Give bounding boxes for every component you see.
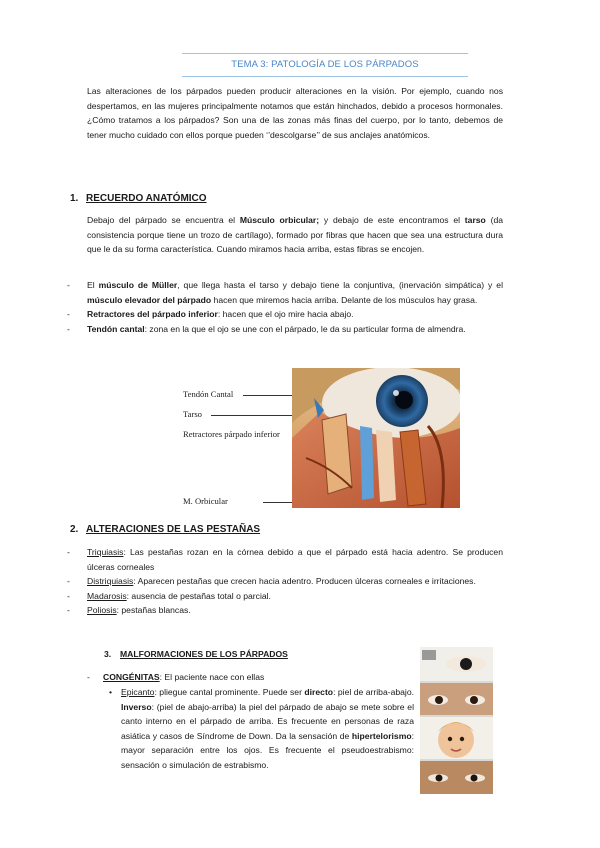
term-hipertelorismo: hipertelorismo — [351, 730, 412, 741]
text-run: : El paciente nace con ellas — [159, 672, 265, 682]
section-1-paragraph — [87, 213, 503, 257]
term-musculo-orbicular: Músculo orbicular; — [239, 215, 320, 225]
figure-label-tarso: Tarso — [183, 409, 202, 419]
epicanthus-photos — [420, 647, 493, 794]
list-item: - Madarosis: ausencia de pestañas total o parcial. — [67, 590, 271, 601]
text-run: : Las pestañas rozan en la córnea debido a que el párpado está hacia adentro. Se producen úlceras corneales — [87, 547, 503, 572]
term-poliosis: Poliosis — [87, 605, 117, 616]
figure-label-tendon-cantal: Tendón Cantal — [183, 389, 234, 399]
text-run: : pestañas blancas. — [116, 605, 191, 616]
text-run: : piel de arriba-abajo. — [333, 687, 415, 697]
text-run: : (piel de abajo-arriba) la piel del párpado de abajo se mete sobre el canto interno en el párpado de arriba. Es frecuente en personas de raza asiática y casos de Síndrome de Down. Da la sensación de — [121, 701, 414, 741]
section-1-title: RECUERDO ANATÓMICO — [86, 193, 207, 204]
eyelid-anatomy-image — [292, 368, 460, 508]
intro-paragraph: Las alteraciones de los párpados pueden producir alteraciones en la visión. Por ejemplo, cuando nos despertamos, en las mujeres principalmente notamos que están hinchados, debido a procesos hormonales. ¿Cómo tratamos a los párpados? Son una de las zonas más finas del cuerpo, por lo tanto, debemos de tener mucho cuidado con ellos porque pueden ‘’descolgarse’’ de sus anclajes anatómicos. — [87, 86, 503, 140]
figure-label-orbicular: M. Orbicular — [183, 496, 228, 506]
text-run: , que llega hasta el tarso y debajo tiene la conjuntiva, (inervación simpática) y el — [177, 280, 503, 290]
text-run: : Aparecen pestañas que crecen hacia adentro. Producen úlceras corneales e irritaciones. — [133, 576, 476, 587]
term-musculo-elevador: músculo elevador del párpado — [87, 294, 212, 305]
term-epicanto: Epicanto — [121, 687, 155, 697]
text-run: El — [87, 280, 99, 290]
title-block — [182, 53, 468, 77]
term-triquiasis: Triquiasis — [87, 547, 124, 557]
list-item: - Retractores del párpado inferior: hacen que el ojo mire hacia abajo. — [67, 309, 354, 320]
list-item: - El músculo de Müller, que llega hasta el tarso y debajo tiene la conjuntiva, (inervación simpática) y el músculo elevador del párpado hacen que miremos hacia arriba. Delante de los músculos hay grasa. — [67, 280, 503, 305]
term-distriquiasis: Distriquiasis — [87, 576, 134, 587]
list-item: - Tendón cantal: zona en la que el ojo se une con el párpado, le da su particular forma de almendra. — [67, 323, 466, 334]
list-item: - Poliosis: pestañas blancas. — [67, 605, 191, 616]
section-2-number: 2. — [70, 524, 79, 535]
title-rule-bottom — [182, 76, 468, 77]
section-1-list — [67, 278, 503, 336]
page-title: TEMA 3: PATOLOGÍA DE LOS PÁRPADOS — [231, 59, 419, 70]
section-2-list — [67, 545, 503, 618]
term-musculo-muller: músculo de Müller — [98, 280, 178, 290]
congenitas-line: - CONGÉNITAS: El paciente nace con ellas — [87, 672, 265, 682]
text-run: Debajo del párpado se encuentra el — [87, 215, 240, 225]
list-item: - Triquiasis: Las pestañas rozan en la córnea debido a que el párpado está hacia adentro. Se producen úlceras corneales — [67, 547, 503, 572]
term-madarosis: Madarosis — [87, 590, 127, 601]
section-2-title: ALTERACIONES DE LAS PESTAÑAS — [86, 524, 261, 535]
term-retractores: Retractores del párpado inferior — [87, 309, 218, 320]
text-run: : ausencia de pestañas total o parcial. — [126, 590, 271, 601]
text-run: y debajo de este encontramos el — [319, 215, 465, 225]
term-tarso: tarso — [464, 215, 486, 225]
text-run: hacen que miremos hacia arriba. Delante de los músculos hay grasa. — [211, 294, 478, 305]
text-run: (da consistencia porque tiene un trozo de cartílago), formado por fibras que hacen que sea una estructura dura que le da su forma característica. Cuando miramos hacia arriba, estas fibras se encojen. — [87, 215, 504, 255]
section-3-heading — [104, 649, 288, 659]
section-1-number: 1. — [70, 193, 79, 204]
term-congenitas: CONGÉNITAS — [103, 672, 160, 682]
section-3-number: 3. — [104, 649, 112, 659]
section-2-heading — [70, 524, 260, 535]
list-item: - Distriquiasis: Aparecen pestañas que crecen hacia adentro. Producen úlceras corneales e irritaciones. — [67, 576, 476, 587]
text-run: : mayor separación entre los ojos. Es frecuente el pseudoestrabismo: sensación o simulación de estrabismo. — [121, 730, 414, 770]
text-run: : zona en la que el ojo se une con el párpado, le da su particular forma de almendra. — [144, 323, 466, 334]
figure-label-retractores: Retractores párpado inferior — [183, 429, 280, 439]
anatomy-figure — [183, 368, 460, 508]
term-tendon-cantal: Tendón cantal — [87, 323, 145, 334]
text-run: : hacen que el ojo mire hacia abajo. — [217, 309, 354, 320]
text-run: : pliegue cantal prominente. Puede ser — [154, 687, 305, 697]
section-3-title: MALFORMACIONES DE LOS PÁRPADOS — [120, 649, 288, 659]
term-inverso: Inverso — [121, 701, 152, 712]
section-1-heading — [70, 193, 207, 204]
epicanto-item: • Epicanto: pliegue cantal prominente. Puede ser directo: piel de arriba-abajo. Inverso: (piel de abajo-arriba) la piel del párpado de abajo se mete sobre el canto interno en el párpado de arriba. Es frecuente en personas de raza asiática y casos de Síndrome de Down. Da la sensación de hipertelorismo: mayor separación entre los ojos. Es frecuente el pseudoestrabismo: sensación o simulación de estrabismo. — [109, 687, 415, 770]
term-directo: directo — [304, 687, 334, 697]
